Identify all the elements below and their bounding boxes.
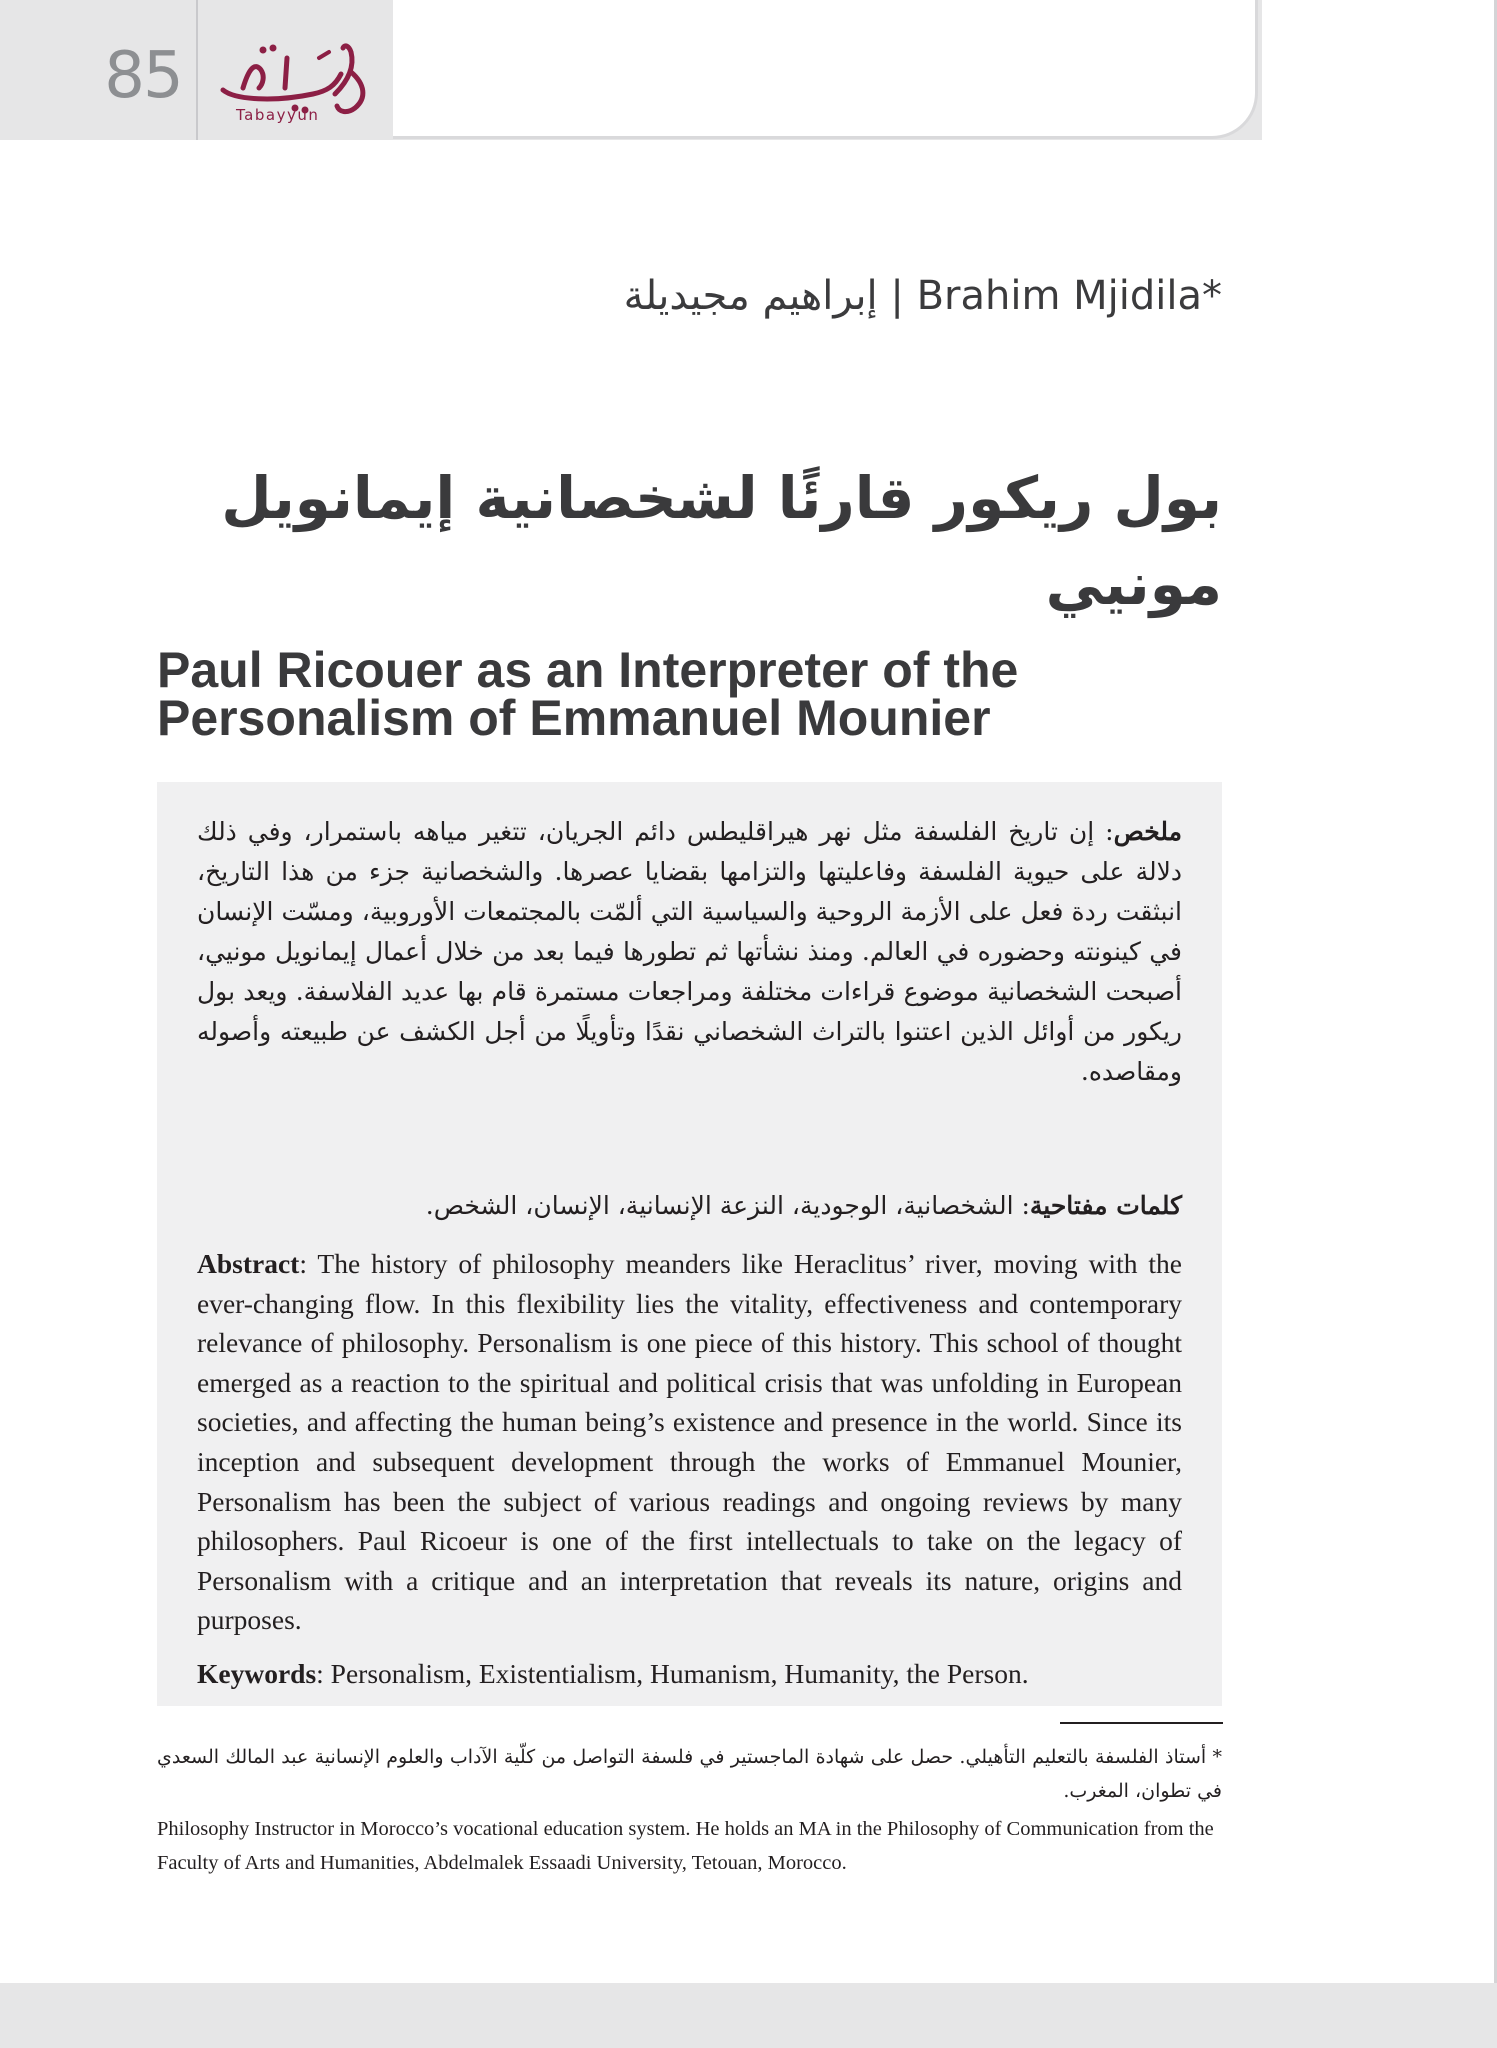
abstract-arabic-label: ملخص	[1113, 817, 1182, 846]
keywords-english-text: : Personalism, Existentialism, Humanism, Humanity, the Person.	[316, 1658, 1029, 1689]
keywords-arabic-label: كلمات مفتاحية	[1029, 1191, 1182, 1220]
logo-latin-text: Tabayyun	[236, 106, 320, 124]
abstract-english	[197, 1244, 1182, 1640]
footer-band	[0, 1983, 1497, 2048]
abstract-arabic-text: : إن تاريخ الفلسفة مثل نهر هيراقليطس دائم الجريان، تتغير مياهه باستمرار، وفي ذلك دلالة على حيوية الفلسفة وفاعليتها والتزامها بقضايا عصرها. والشخصانية جزء من هذا التاريخ، انبثقت ردة فعل على الأزمة الروحية والسياسية التي ألمّت بالمجتمعات الأوروبية، ومسّت الإنسان في كينونته وحضوره في العالم. ومنذ نشأتها ثم تطورها فيما بعد من خلال أعمال إيمانويل مونيي، أصبحت الشخصانية موضوع قراءات مختلفة ومراجعات مستمرة قام بها عديد الفلاسفة. ويعد بول ريكور من أوائل الذين اعتنوا بالتراث الشخصاني نقدًا وتأويلًا من أجل الكشف عن طبيعته وأصوله ومقاصده.	[197, 817, 1182, 1086]
footnote-arabic: * أستاذ الفلسفة بالتعليم التأهيلي. حصل على شهادة الماجستير في فلسفة التواصل من كلّية الآداب والعلوم الإنسانية عبد المالك السعدي في تطوان، المغرب.	[157, 1746, 1222, 1802]
title-arabic: بول ريكور قارئًا لشخصانية إيمانويل مونيي	[221, 464, 1222, 618]
header-divider	[196, 0, 198, 140]
footnote-rule	[1060, 1722, 1223, 1724]
page-number: 85	[104, 39, 182, 113]
abstract-arabic	[197, 812, 1182, 1092]
abstract-english-label: Abstract	[197, 1248, 300, 1279]
keywords-english	[197, 1654, 1182, 1693]
keywords-arabic	[197, 1186, 1182, 1226]
header-tab	[393, 0, 1258, 139]
keywords-arabic-text: : الشخصانية، الوجودية، النزعة الإنسانية، الإنسان، الشخص.	[425, 1191, 1030, 1220]
title-english: Paul Ricouer as an Interpreter of the Personalism of Emmanuel Mounier	[157, 642, 1019, 746]
footnote-english: Philosophy Instructor in Morocco’s vocational education system. He holds an MA in the Philosophy of Communication from the Faculty of Arts and Humanities, Abdelmalek Essaadi University, Tetouan, Morocco.	[157, 1818, 1214, 1874]
author-line: إبراهيم مجيديلة | Brahim Mjidila*	[623, 273, 1222, 319]
keywords-english-label: Keywords	[197, 1658, 317, 1689]
abstract-english-text: : The history of philosophy meanders like Heraclitus’ river, moving with the ever-changing flow. In this flexibility lies the vitality, effectiveness and contemporary relevance of philosophy. Personalism is one piece of this history. This school of thought emerged as a reaction to the spiritual and political crisis that was unfolding in European societies, and affecting the human being’s existence and presence in the world. Since its inception and subsequent development through the works of Emmanuel Mounier, Personalism has been the subject of various readings and ongoing reviews by many philosophers. Paul Ricoeur is one of the first intellectuals to take on the legacy of Personalism with a critique and an interpretation that reveals its nature, origins and purposes.	[197, 1248, 1182, 1636]
